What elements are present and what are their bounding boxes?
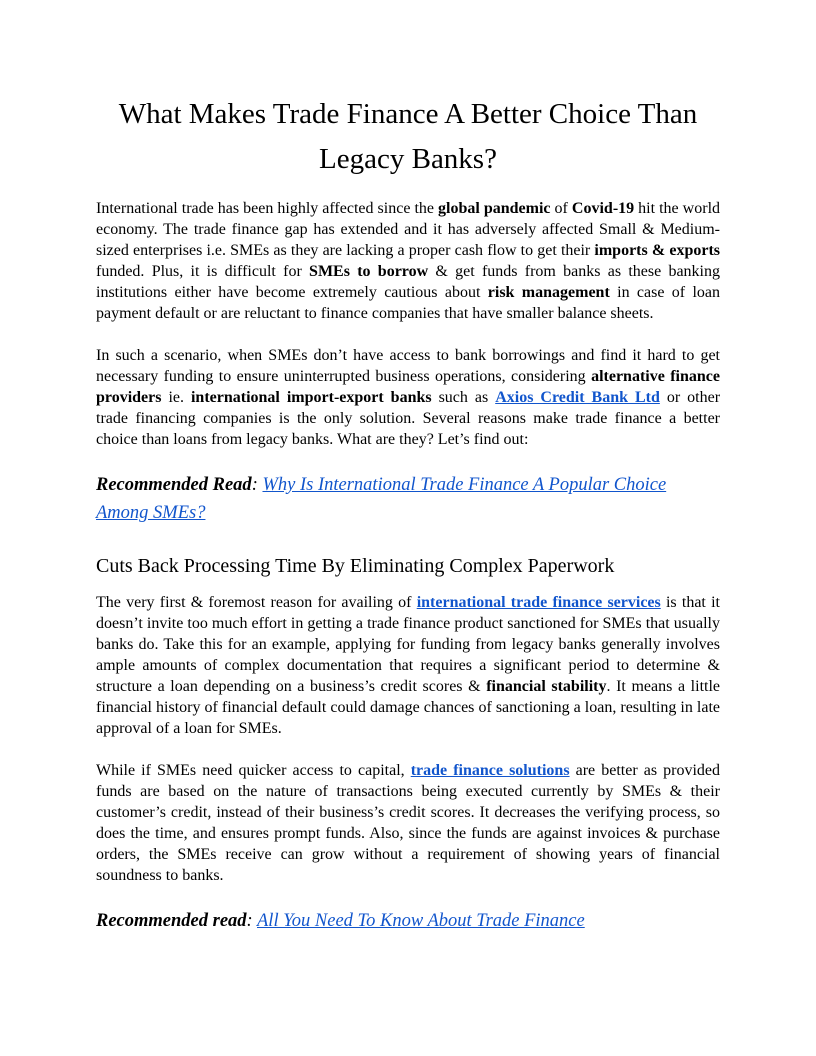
text-run: are better as provided funds are based on the nature of transactions being executed currently by SMEs & their customer’s credit, instead of their business’s credit scores. It decreases the verifying process, so does the time, and ensures prompt funds. Also, since the funds are against invoices & purchase orders, the SMEs receive can grow without a requirement of showing years of financial soundness to banks. bbox=[96, 762, 721, 884]
text-run: : bbox=[251, 475, 263, 495]
text-run: risk management bbox=[487, 284, 610, 301]
text-run: is that it doesn’t invite too much effort in getting a trade finance product sanctioned for SMEs that usually banks do. Take this for an example, applying for funding from legacy banks generally involves ample amounts of complex documentation that requires a significant period to determine & structure a loan depending on a business’s credit scores & bbox=[96, 594, 720, 695]
text-run: hit the world economy. The trade finance gap has extended and it has adversely affected Small & Medium-sized enterprises i.e. SMEs as they are lacking a proper cash flow to get their bbox=[96, 200, 721, 259]
text-run: . It means a little financial history of financial default could damage chances of sanctioning a loan, resulting in late approval of a loan for SMEs. bbox=[96, 678, 721, 737]
text-run: funded. Plus, it is difficult for bbox=[96, 263, 310, 280]
recommended-read-2 bbox=[96, 907, 720, 935]
inline-link[interactable]: Axios Credit Bank Ltd bbox=[495, 389, 660, 406]
inline-link[interactable]: trade finance solutions bbox=[410, 762, 570, 779]
text-run: International trade has been highly affected since the bbox=[96, 200, 439, 217]
text-run: Covid-19 bbox=[571, 200, 635, 217]
text-run: global pandemic bbox=[438, 200, 551, 217]
text-run: in case of loan payment default or are reluctant to finance companies that have smaller balance sheets. bbox=[96, 284, 721, 322]
text-run: alternative finance providers bbox=[96, 368, 720, 406]
text-run: While if SMEs need quicker access to capital, bbox=[96, 762, 411, 779]
paragraph-alternative-finance bbox=[96, 345, 720, 450]
inline-link[interactable]: international trade finance services bbox=[416, 594, 661, 611]
section-heading-processing-time: Cuts Back Processing Time By Eliminating Complex Paperwork bbox=[96, 555, 615, 577]
text-run: imports & exports bbox=[594, 242, 721, 259]
text-run: of bbox=[550, 200, 572, 217]
paragraph-quicker-capital bbox=[96, 760, 720, 886]
text-run: SMEs to borrow bbox=[309, 263, 429, 280]
recommended-read-1 bbox=[96, 471, 720, 527]
text-run: ie. bbox=[161, 389, 191, 406]
inline-link[interactable]: Why Is International Trade Finance A Popular Choice Among SMEs? bbox=[96, 475, 667, 523]
text-run: The very first & foremost reason for availing of bbox=[96, 594, 417, 611]
text-run: financial stability bbox=[486, 678, 607, 695]
text-run: international import-export banks bbox=[190, 389, 432, 406]
document-title: What Makes Trade Finance A Better Choice Than Legacy Banks? bbox=[118, 98, 698, 175]
text-run: such as bbox=[431, 389, 496, 406]
text-run: Recommended Read bbox=[96, 475, 252, 495]
paragraph-processing-time bbox=[96, 592, 720, 739]
inline-link[interactable]: All You Need To Know About Trade Finance bbox=[257, 911, 585, 931]
text-run: Recommended read bbox=[96, 911, 247, 931]
text-run: & get funds from banks as these banking institutions either have become extremely cautious about bbox=[96, 263, 720, 301]
text-run: In such a scenario, when SMEs don’t have access to bank borrowings and find it hard to get necessary funding to ensure uninterrupted business operations, considering bbox=[96, 347, 720, 385]
paragraph-pandemic-impact bbox=[96, 198, 720, 324]
text-run: or other trade financing companies is the only solution. Several reasons make trade finance a better choice than loans from legacy banks. What are they? Let’s find out: bbox=[96, 389, 721, 448]
text-run: : bbox=[246, 911, 257, 931]
